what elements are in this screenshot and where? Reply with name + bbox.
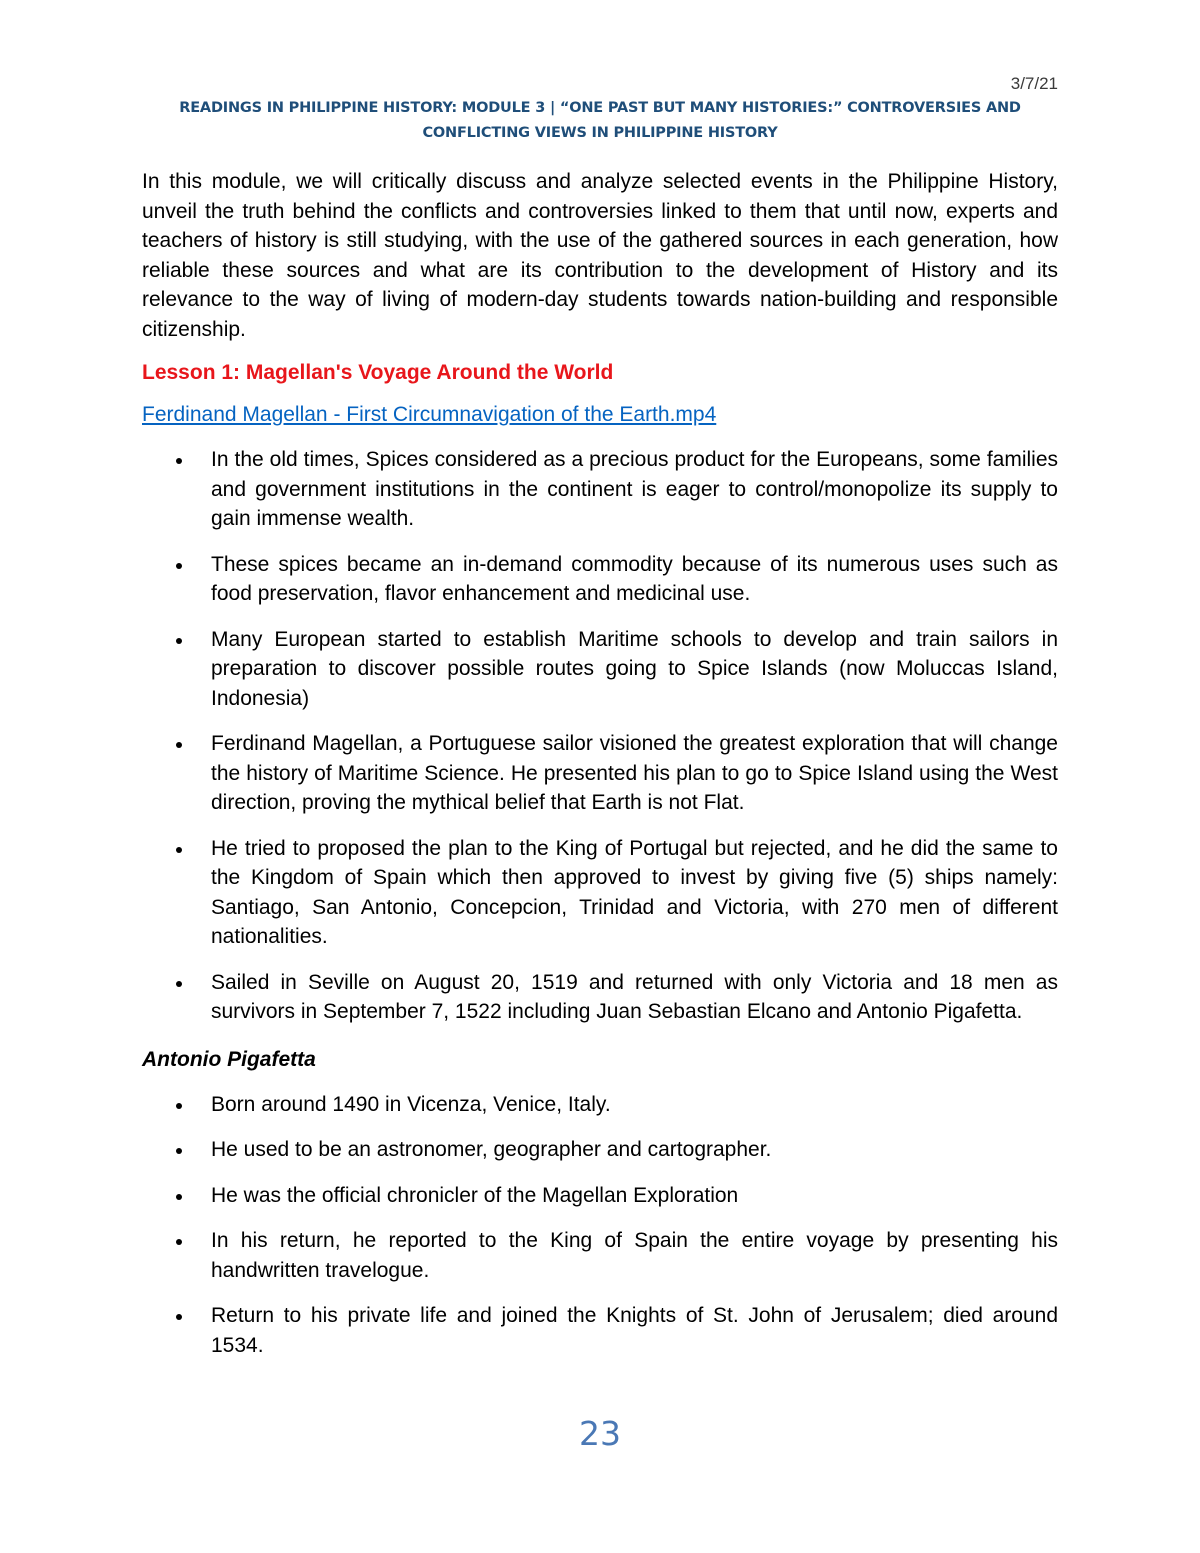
page-number: 23 xyxy=(579,1414,621,1453)
list-item-text: In the old times, Spices considered as a precious product for the Europeans, some families and government institutions in the continent is eager to control/monopolize its supply to gain immense wealth. xyxy=(211,448,1058,530)
bullet-icon xyxy=(176,981,182,987)
bullet-icon xyxy=(176,847,182,853)
list-item-text: Sailed in Seville on August 20, 1519 and returned with only Victoria and 18 men as survivors in September 7, 1522 including Juan Sebastian Elcano and Antonio Pigafetta. xyxy=(211,970,1058,1023)
list-item xyxy=(142,968,1058,1027)
running-header xyxy=(140,96,1060,146)
list-item xyxy=(142,550,1058,609)
list-item xyxy=(142,834,1058,952)
list-item xyxy=(142,445,1058,534)
list-item-text: Ferdinand Magellan, a Portuguese sailor visioned the greatest exploration that will change the history of Maritime Science. He presented his plan to go to Spice Island using the West direction, proving the mythical belief that Earth is not Flat. xyxy=(211,732,1058,814)
pigafetta-bullet-list xyxy=(142,1090,1058,1361)
list-item xyxy=(142,729,1058,818)
list-item xyxy=(142,1301,1058,1360)
list-item-text: In his return, he reported to the King of Spain the entire voyage by presenting his handwritten travelogue. xyxy=(211,1229,1058,1282)
page-content xyxy=(142,167,1058,1360)
lesson-bullet-list xyxy=(142,445,1058,1027)
bullet-icon xyxy=(176,638,182,644)
lesson-title: Lesson 1: Magellan's Voyage Around the World xyxy=(142,361,614,384)
list-item xyxy=(142,625,1058,714)
bullet-icon xyxy=(176,458,182,464)
header-line-1: READINGS IN PHILIPPINE HISTORY: MODULE 3 | “ONE PAST BUT MANY HISTORIES:” CONTROVERSIES AND xyxy=(179,100,1021,116)
list-item xyxy=(142,1090,1058,1120)
list-item-text: Born around 1490 in Vicenza, Venice, Italy. xyxy=(211,1092,611,1116)
list-item-text: He was the official chronicler of the Magellan Exploration xyxy=(211,1183,739,1207)
header-line-2: CONFLICTING VIEWS IN PHILIPPINE HISTORY xyxy=(422,125,778,141)
bullet-icon xyxy=(176,563,182,569)
list-item-text: He tried to proposed the plan to the King of Portugal but rejected, and he did the same to the Kingdom of Spain which then approved to invest by giving five (5) ships namely: Santiago, San Antonio, Concepcion, Trinidad and Victoria, with 270 men of different nationalities. xyxy=(211,836,1058,948)
video-link[interactable]: Ferdinand Magellan - First Circumnavigation of the Earth.mp4 xyxy=(142,403,717,426)
list-item xyxy=(142,1226,1058,1285)
intro-paragraph: In this module, we will critically discuss and analyze selected events in the Philippine History, unveil the truth behind the conflicts and controversies linked to them that until now, experts and teachers of history is still studying, with the use of the gathered sources in each generation, how reliable these sources and what are its contribution to the development of History and its relevance to the way of living of modern-day students towards nation-building and responsible citizenship. xyxy=(142,170,1058,341)
bullet-icon xyxy=(176,742,182,748)
pigafetta-section-title: Antonio Pigafetta xyxy=(142,1047,316,1071)
list-item xyxy=(142,1135,1058,1165)
bullet-icon xyxy=(176,1103,182,1109)
bullet-icon xyxy=(176,1194,182,1200)
list-item-text: These spices became an in-demand commodity because of its numerous uses such as food preservation, flavor enhancement and medicinal use. xyxy=(211,552,1058,605)
bullet-icon xyxy=(176,1314,182,1320)
bullet-icon xyxy=(176,1239,182,1245)
list-item-text: He used to be an astronomer, geographer and cartographer. xyxy=(211,1138,772,1161)
list-item-text: Many European started to establish Maritime schools to develop and train sailors in preparation to discover possible routes going to Spice Islands (now Moluccas Island, Indonesia) xyxy=(211,627,1058,710)
list-item xyxy=(142,1181,1058,1211)
header-date: 3/7/21 xyxy=(1010,74,1058,93)
list-item-text: Return to his private life and joined the Knights of St. John of Jerusalem; died around 1534. xyxy=(211,1304,1058,1357)
bullet-icon xyxy=(176,1148,182,1154)
